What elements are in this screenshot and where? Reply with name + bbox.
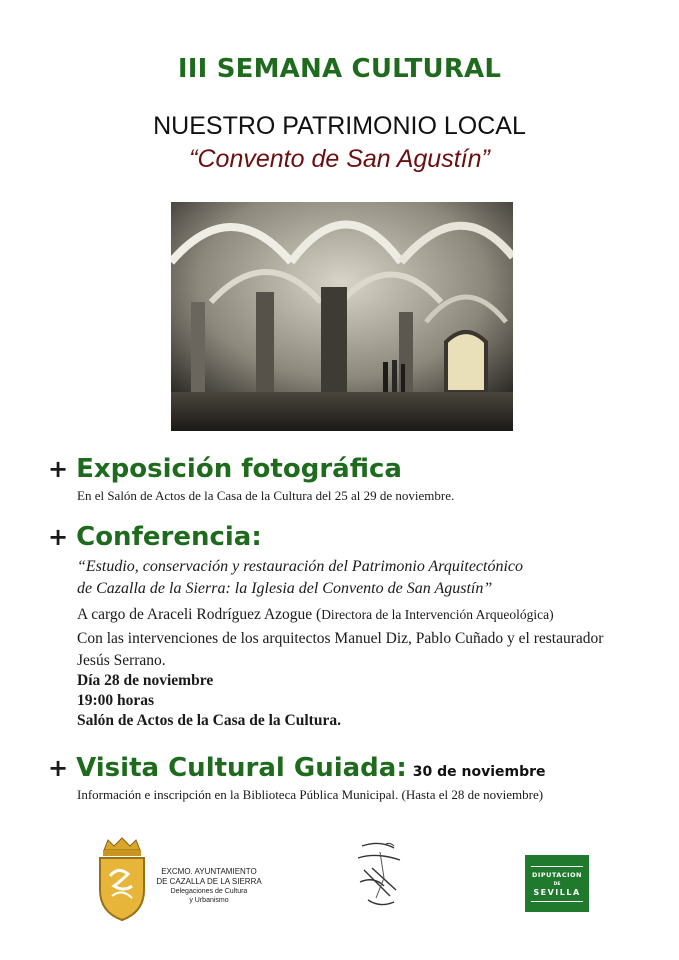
org-line3: Delegaciones de Cultura (170, 888, 248, 895)
visita-title: Visita Cultural Guiada: (76, 753, 407, 783)
conference-place: Salón de Actos de la Casa de la Cultura. (77, 712, 341, 729)
org-line2: DE CAZALLA DE LA SIERRA (156, 877, 262, 886)
logo-de-text: DE (553, 882, 561, 887)
conference-time: 19:00 horas (77, 692, 155, 709)
cultural-emblem-icon (350, 838, 410, 910)
plus-icon: + (48, 754, 69, 782)
convent-name: “Convento de San Agustín” (189, 145, 490, 173)
conference-date: Día 28 de noviembre (77, 672, 214, 689)
town-coat-of-arms-icon (94, 836, 150, 922)
conference-title-line2: de Cazalla de la Sierra: la Iglesia del Convento de San Agustín” (77, 580, 493, 597)
convent-photo (171, 202, 513, 431)
conferencia-heading (48, 522, 262, 552)
participants-line2: Jesús Serrano. (77, 652, 166, 669)
participants-line1: Con las intervenciones de los arquitectos Manuel Diz, Pablo Cuñado y el restaurador (77, 630, 604, 647)
visita-heading (48, 753, 546, 783)
exposicion-title: Exposición fotográfica (76, 454, 402, 484)
exposicion-detail: En el Salón de Actos de la Casa de la Cultura del 25 al 29 de noviembre. (77, 488, 455, 503)
logo-sevilla-text: SEVILLA (533, 888, 581, 897)
plus-icon: + (48, 455, 69, 483)
conference-speaker (77, 606, 554, 624)
town-hall-text (154, 867, 264, 905)
logo-diputacion-text: DIPUTACION (532, 871, 582, 879)
poster-title: III SEMANA CULTURAL (177, 54, 502, 84)
conferencia-title: Conferencia: (76, 522, 262, 552)
speaker-name: A cargo de Araceli Rodríguez Azogue ( (77, 606, 322, 623)
visita-date: 30 de noviembre (412, 764, 546, 780)
diputacion-sevilla-logo (525, 855, 589, 912)
conference-title-line1: “Estudio, conservación y restauración del Patrimonio Arquitectónico (77, 558, 524, 575)
org-line4: y Urbanismo (189, 897, 229, 904)
speaker-role: Directora de la Intervención Arqueológica) (321, 607, 554, 622)
poster-subtitle: NUESTRO PATRIMONIO LOCAL (153, 112, 526, 140)
plus-icon: + (48, 523, 69, 551)
exposicion-heading (48, 454, 402, 484)
visita-detail: Información e inscripción en la Biblioteca Pública Municipal. (Hasta el 28 de noviembre) (77, 787, 544, 802)
org-line1: EXCMO. AYUNTAMIENTO (161, 867, 257, 876)
